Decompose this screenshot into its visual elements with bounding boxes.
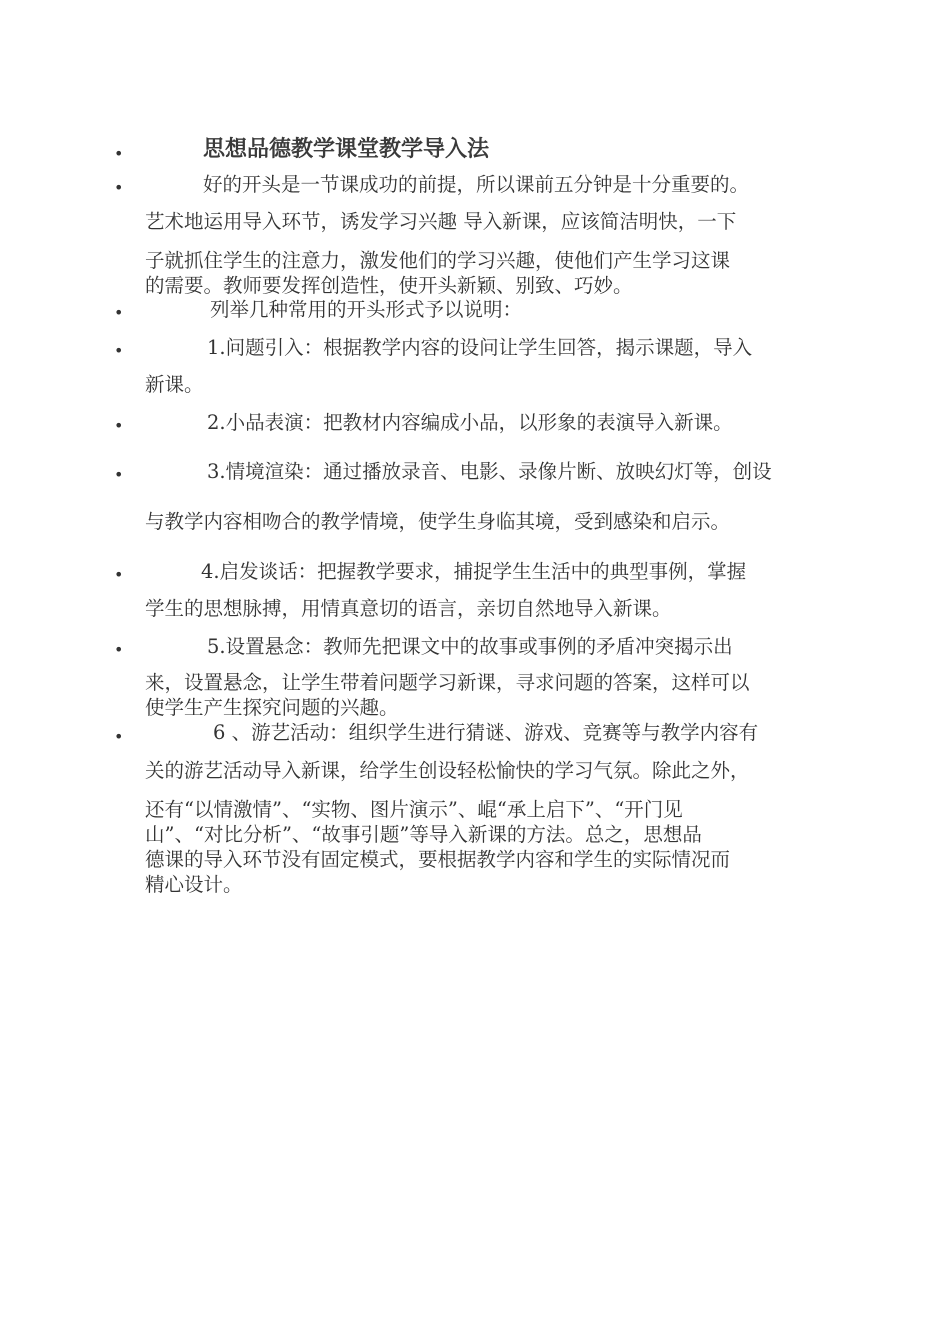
list-item-text: 精心设计。 — [145, 873, 243, 896]
list-bullet: • — [114, 416, 124, 435]
list-item-text: 还有“以情激情”、“实物、图片演示”、崐“承上启下”、“开门见 — [145, 798, 683, 821]
list-bullet: • — [114, 465, 124, 484]
paragraph-line: 艺术地运用导入环节，诱发学习兴趣 导入新课，应该简洁明快，一下 — [145, 210, 737, 233]
list-item-text: 山”、“对比分析”、“故事引题”等导入新课的方法。总之，思想品 — [145, 823, 702, 846]
list-item-text: 1.问题引入：根据教学内容的设问让学生回答，揭示课题，导入 — [207, 336, 753, 359]
list-item-text: 2.小品表演：把教材内容编成小品，以形象的表演导入新课。 — [207, 411, 733, 434]
list-bullet: • — [114, 727, 124, 746]
document-title: 思想品德教学课堂教学导入法 — [203, 136, 490, 162]
list-item-text: 与教学内容相吻合的教学情境，使学生身临其境，受到感染和启示。 — [145, 510, 731, 533]
list-item-text: 学生的思想脉搏，用情真意切的语言，亲切自然地导入新课。 — [145, 597, 672, 620]
paragraph-line: 列举几种常用的开头形式予以说明： — [210, 298, 523, 321]
list-bullet: • — [114, 144, 124, 163]
list-item-text: 3.情境渲染：通过播放录音、电影、录像片断、放映幻灯等，创设 — [207, 460, 772, 483]
list-bullet: • — [114, 640, 124, 659]
list-item-text: 5.设置悬念：教师先把课文中的故事或事例的矛盾冲突揭示出 — [207, 635, 733, 658]
list-item-text: 使学生产生探究问题的兴趣。 — [145, 696, 399, 719]
list-item-text: 德课的导入环节没有固定模式，要根据教学内容和学生的实际情况而 — [145, 848, 731, 871]
list-bullet: • — [114, 178, 124, 197]
list-bullet: • — [114, 341, 124, 360]
list-item-text: 4.启发谈话：把握教学要求，捕捉学生生活中的典型事例，掌握 — [201, 560, 747, 583]
paragraph-line: 好的开头是一节课成功的前提，所以课前五分钟是十分重要的。 — [203, 173, 750, 196]
list-item-text: 新课。 — [145, 373, 204, 396]
paragraph-line: 的需要。教师要发挥创造性，使开头新颖、别致、巧妙。 — [145, 274, 633, 297]
list-item-text: 6 、游艺活动：组织学生进行猜谜、游戏、竞赛等与教学内容有 — [213, 721, 759, 744]
list-item-text: 关的游艺活动导入新课，给学生创设轻松愉快的学习气氛。除此之外， — [145, 759, 750, 782]
list-bullet: • — [114, 303, 124, 322]
paragraph-line: 子就抓住学生的注意力，激发他们的学习兴趣，使他们产生学习这课 — [145, 249, 731, 272]
list-item-text: 来，设置悬念，让学生带着问题学习新课，寻求问题的答案，这样可以 — [145, 671, 750, 694]
list-bullet: • — [114, 565, 124, 584]
